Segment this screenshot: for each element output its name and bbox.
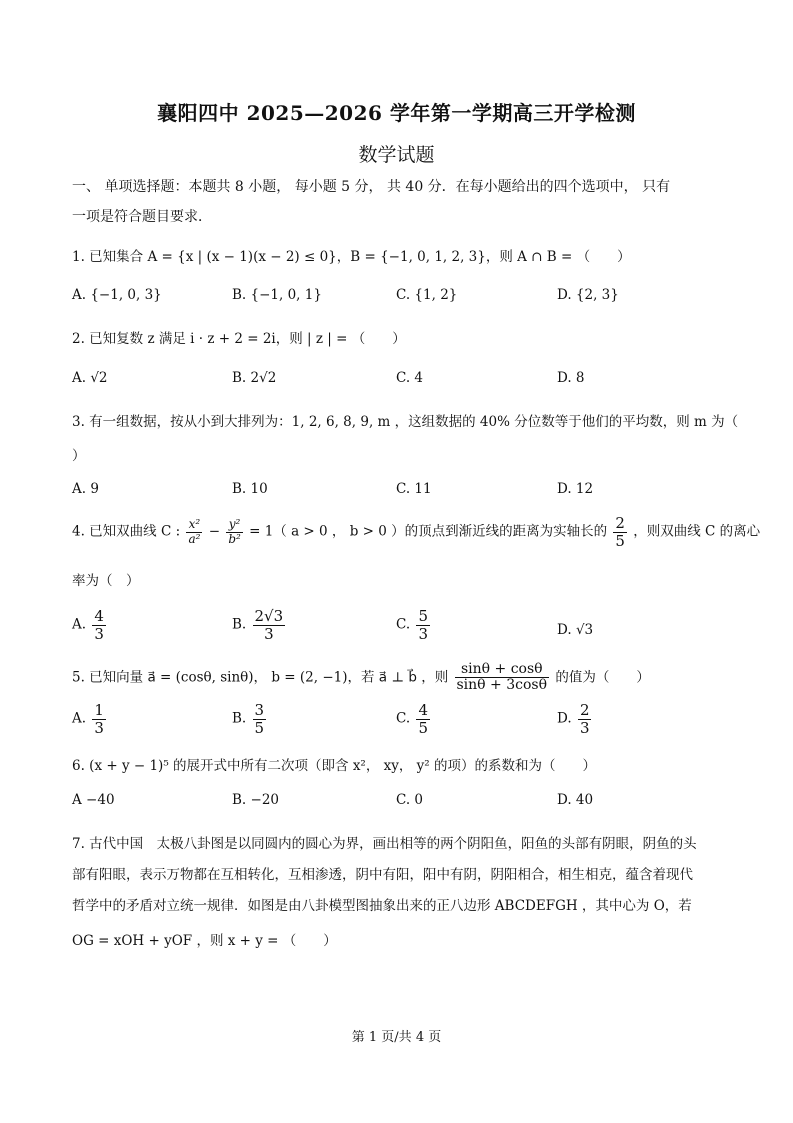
page-subtitle: 数学试题 (358, 144, 435, 166)
question-5-option-a-fraction: $\frac{1}{3}$ (94, 701, 104, 737)
question-2-option-d: D. 8 (557, 370, 585, 386)
question-7-line1: 7. 古代中国 太极八卦图是以同圆内的圆心为界，画出相等的两个阴阳鱼，阳鱼的头部有阴眼，阴鱼的头 (72, 836, 697, 852)
question-3-stem-line1: 3. 有一组数据，按从小到大排列为：1, 2, 6, 8, 9, m ，这组数据的 40% 分位数等于他们的平均数，则 m 为（ (72, 414, 739, 430)
question-5-option-d: D. $\frac{2}{3}$ (557, 701, 590, 737)
question-7-line2: 部有阳眼，表示万物都在互相转化，互相渗透，阴中有阳，阳中有阴，阴阳相合，相生相克，蕴含着现代 (72, 867, 693, 883)
question-4-fraction-y: $\frac{\text{y²}}{\text{b²}}$ (228, 517, 241, 546)
question-7-line3: 哲学中的矛盾对立统一规律．如图是由八卦模型图抽象出来的正八边形 ABCDEFGH ，其中心为 O，若 (72, 898, 692, 914)
question-3-stem-line2: ） (72, 448, 86, 464)
question-3-option-b: B. 10 (232, 481, 268, 497)
question-4-fraction-ratio: $\frac{2}{5}$ (615, 514, 625, 550)
question-4-option-b-fraction: $\frac{2√3}{3}$ (254, 607, 284, 643)
question-4-stem-mid: = 1（ a > 0 ， b > 0 ）的顶点到渐近线的距离为实轴长的 (249, 523, 608, 540)
question-4-stem-line1 (72, 515, 760, 549)
question-1-option-d: D. {2, 3} (557, 287, 619, 303)
question-1-stem: 1. 已知集合 A = {x | (x − 1)(x − 2) ≤ 0}，B = {−1, 0, 1, 2, 3}，则 A ∩ B = （ ） (72, 249, 631, 265)
question-6-stem: 6. (x + y − 1)⁵ 的展开式中所有二次项（即含 x²， xy， y² 的项）的系数和为（ ） (72, 758, 596, 774)
question-6-option-c: C. 0 (396, 792, 424, 808)
question-5-option-c: C. $\frac{4}{5}$ (396, 701, 428, 737)
question-5-option-b-fraction: $\frac{3}{5}$ (254, 701, 265, 737)
question-6-option-d: D. 40 (557, 792, 594, 808)
question-3-option-c: C. 11 (396, 481, 432, 497)
question-4-minus: − (208, 523, 221, 540)
question-1-option-a: A. {−1, 0, 3} (72, 287, 162, 303)
question-1-option-c: C. {1, 2} (396, 287, 458, 303)
question-4-option-c-fraction: $\frac{5}{3}$ (418, 607, 428, 643)
question-4-stem-pre: 4. 已知双曲线 C : (72, 523, 181, 540)
question-7-line4: OG = xOH + yOF ，则 x + y = （ ） (72, 933, 337, 949)
question-5-option-a: A. $\frac{1}{3}$ (72, 701, 104, 737)
question-4-stem-line2: 率为（ ） (72, 573, 140, 589)
question-3-option-d: D. 12 (557, 481, 594, 497)
question-4-option-c: C. $\frac{5}{3}$ (396, 607, 428, 643)
question-5-option-c-fraction: $\frac{4}{5}$ (418, 701, 428, 737)
question-4-option-b: B. $\frac{2√3}{3}$ (232, 607, 284, 643)
question-1-option-b: B. {−1, 0, 1} (232, 287, 322, 303)
question-2-option-b: B. 2√2 (232, 370, 277, 386)
question-2-option-a: A. √2 (72, 370, 108, 386)
question-5-option-d-fraction: $\frac{2}{3}$ (579, 701, 590, 737)
page-title: 襄阳四中 2025—2026 学年第一学期高三开学检测 (157, 101, 636, 125)
question-6-option-a: A −40 (72, 792, 115, 808)
question-2-stem: 2. 已知复数 z 满足 i · z + 2 = 2i，则 | z | = （ ） (72, 331, 406, 347)
question-6-option-b: B. −20 (232, 792, 279, 808)
question-5-stem (72, 662, 650, 694)
question-4-option-d: D. √3 (557, 622, 594, 638)
question-3-option-a: A. 9 (72, 481, 99, 497)
question-5-stem-post: 的值为（ ） (555, 669, 650, 686)
question-4-option-a: A. $\frac{4}{3}$ (72, 607, 104, 643)
question-4-fraction-x: $\frac{\text{x²}}{\text{a²}}$ (188, 517, 201, 546)
page-footer: 第 1 页/共 4 页 (351, 1030, 442, 1045)
question-5-option-b: B. $\frac{3}{5}$ (232, 701, 265, 737)
section-instruction-line2: 一项是符合题目要求． (72, 209, 212, 225)
section-instruction-line1: 一、 单项选择题：本题共 8 小题， 每小题 5 分， 共 40 分．在每小题给出的四个选项中， 只有 (72, 179, 671, 195)
question-5-stem-pre: 5. 已知向量 a⃗ = (cosθ, sinθ)， b = (2, −1)，若 a⃗ ⊥ b⃗ ，则 (72, 669, 449, 686)
question-2-option-c: C. 4 (396, 370, 424, 386)
question-4-stem-post: ，则双曲线 C 的离心 (633, 523, 761, 540)
question-4-option-a-fraction: $\frac{4}{3}$ (94, 607, 104, 643)
question-5-fraction: $\frac{\sin\theta + \cos\theta}{\sin\theta + 3\cos\theta}$ (456, 661, 548, 694)
